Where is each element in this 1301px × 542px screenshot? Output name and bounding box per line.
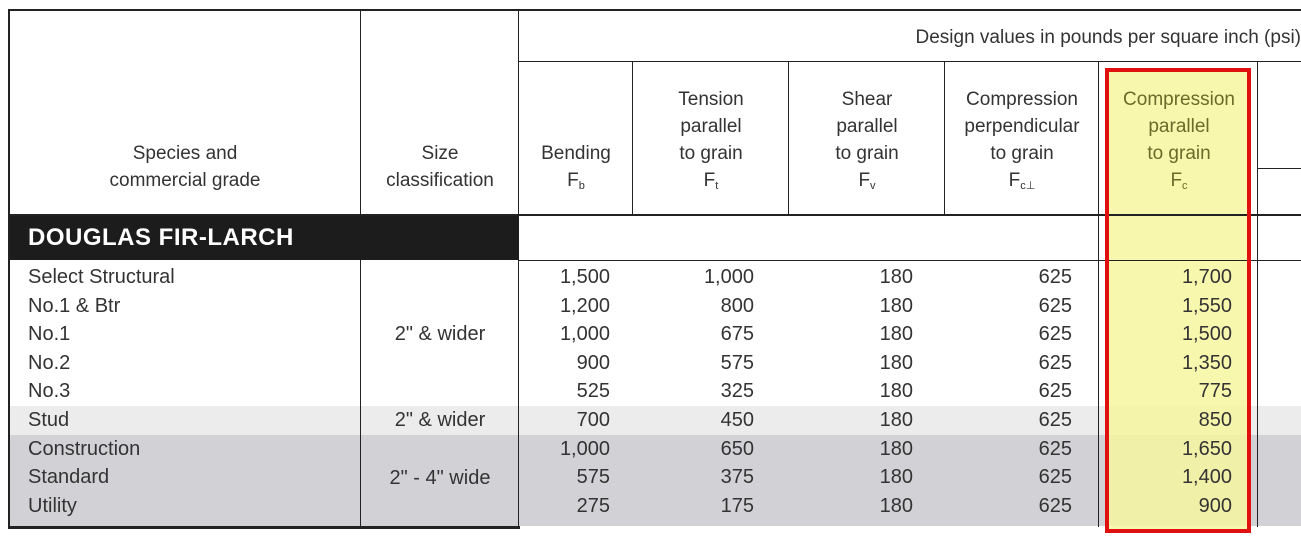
grade-cell: Utility (28, 494, 77, 517)
bending-value: 275 (576, 494, 610, 517)
tension-value: 325 (720, 380, 754, 403)
grade-cell: Standard (28, 466, 110, 489)
design-values-rule (519, 61, 1301, 62)
shear-value: 180 (879, 437, 913, 460)
compression-parallel-value: 1,650 (1181, 437, 1232, 460)
size-label-group1: 2" & wider (394, 323, 486, 345)
compression-perpendicular-value: 625 (1038, 437, 1072, 460)
size-header: Size classification (386, 143, 494, 191)
compression-parallel-annotation-box (1105, 68, 1251, 533)
compression-parallel-value: 1,400 (1181, 466, 1232, 489)
tension-value: 675 (720, 323, 754, 346)
compression-perpendicular-value: 625 (1038, 351, 1072, 374)
compression-parallel-value: 1,350 (1181, 351, 1232, 374)
bending-value: 525 (576, 380, 610, 403)
compression-parallel-value: 1,500 (1181, 323, 1232, 346)
compression-perpendicular-value: 625 (1038, 494, 1072, 517)
table-top-rule (8, 9, 1301, 11)
col-rule-1 (360, 9, 361, 527)
species-header: Species and commercial grade (109, 143, 261, 191)
tension-value: 575 (720, 351, 754, 374)
short-sub-rule (1258, 168, 1301, 169)
compression-parallel-value: 1,550 (1181, 294, 1232, 317)
shear-header: Shear parallel to grain $F_v$ (790, 86, 944, 200)
compression-parallel-value: 1,700 (1181, 266, 1232, 288)
grade-cell: No.2 (28, 351, 71, 374)
compression-perpendicular-symbol: $F_{c\perp}$ (1008, 170, 1036, 192)
grade-cell: Construction (28, 437, 141, 460)
tension-symbol: $F_t$ (703, 170, 719, 192)
bending-header: Bending $F_b$ (520, 140, 632, 200)
bending-value: 575 (576, 466, 610, 489)
shear-symbol: $F_v$ (858, 170, 876, 192)
bending-value: 900 (576, 351, 610, 374)
compression-parallel-header: Compression parallel to grain $F_c$ (1104, 86, 1254, 200)
bending-value: 1,500 (559, 266, 610, 288)
grade-cell: No.1 (28, 323, 71, 346)
grade-cell: Stud (28, 409, 70, 431)
species-name: DOUGLAS FIR-LARCH (28, 224, 294, 251)
shear-value: 180 (879, 323, 913, 346)
bending-value: 1,000 (559, 437, 610, 460)
tension-value: 375 (720, 466, 754, 489)
compression-perpendicular-value: 625 (1038, 380, 1072, 403)
col-rule-3 (632, 61, 633, 216)
size-label-group2: 2" & wider (394, 409, 486, 431)
shear-value: 180 (879, 494, 913, 517)
compression-parallel-value: 900 (1198, 494, 1232, 517)
compression-perpendicular-value: 625 (1038, 409, 1072, 431)
compression-perpendicular-header: Compression perpendicular to grain $F_{c\perp}$ (946, 86, 1098, 200)
bending-value: 1,000 (559, 323, 610, 346)
design-values-header: Design values in pounds per square inch (psi) (915, 27, 1301, 48)
table-left-rule (8, 9, 10, 527)
bending-value: 1,200 (559, 294, 610, 317)
compression-parallel-value: 850 (1198, 409, 1232, 431)
compression-parallel-symbol: $F_c$ (1170, 170, 1188, 192)
compression-perpendicular-value: 625 (1038, 323, 1072, 346)
bending-value: 700 (576, 409, 610, 431)
tension-header: Tension parallel to grain $F_t$ (634, 86, 788, 200)
grade-cell: No.3 (28, 380, 71, 403)
compression-perpendicular-value: 625 (1038, 294, 1072, 317)
col-rule-2 (518, 9, 519, 527)
col-rule-7 (1257, 61, 1258, 527)
shear-value: 180 (879, 466, 913, 489)
grade-cell: Select Structural (28, 266, 175, 288)
shear-value: 180 (879, 351, 913, 374)
shear-value: 180 (879, 380, 913, 403)
compression-parallel-value: 775 (1198, 380, 1232, 403)
shear-value: 180 (879, 266, 913, 288)
size-label-group3: 2" - 4" wide (389, 467, 491, 489)
col-rule-4 (788, 61, 789, 216)
compression-perpendicular-value: 625 (1038, 266, 1072, 288)
compression-perpendicular-value: 625 (1038, 466, 1072, 489)
col-rule-5 (944, 61, 945, 216)
tension-value: 800 (720, 294, 754, 317)
shear-value: 180 (879, 409, 913, 431)
tension-value: 450 (720, 409, 754, 431)
grade-cell: No.1 & Btr (28, 294, 121, 317)
bending-symbol: $F_b$ (567, 170, 585, 192)
tension-value: 1,000 (703, 266, 754, 288)
tension-value: 175 (720, 494, 754, 517)
shear-value: 180 (879, 294, 913, 317)
tension-value: 650 (720, 437, 754, 460)
col-rule-6 (1098, 61, 1099, 527)
table-bottom-rule (8, 526, 520, 529)
